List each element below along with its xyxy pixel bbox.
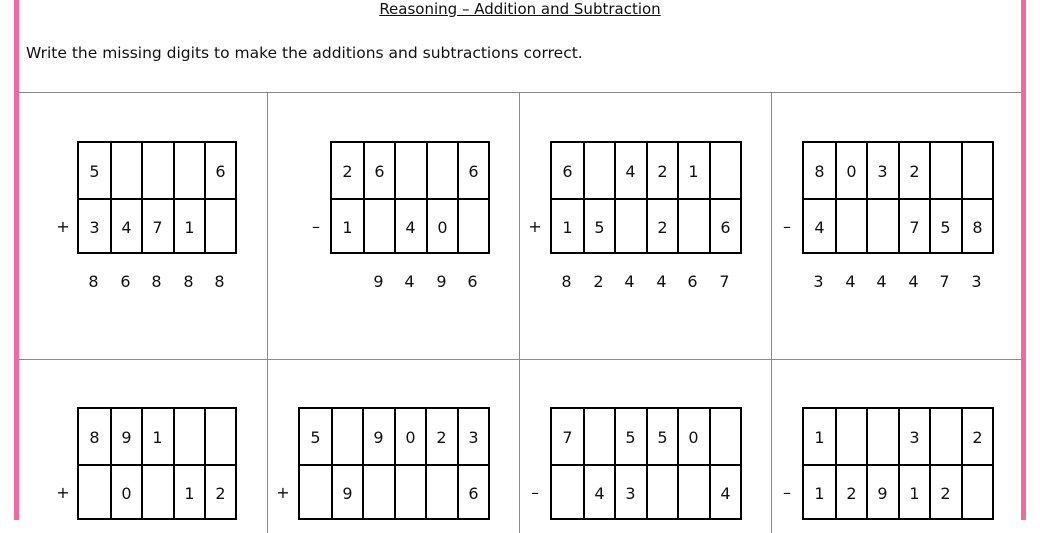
top-digit-cell: 1 bbox=[152, 427, 163, 447]
top-digit-cell[interactable] bbox=[962, 143, 993, 199]
bottom-digit-cell: 4 bbox=[405, 217, 416, 237]
bottom-digit-cell[interactable] bbox=[678, 199, 709, 255]
worksheet-title: Reasoning – Addition and Subtraction bbox=[379, 0, 661, 18]
top-digit-cell: 3 bbox=[909, 427, 920, 447]
bottom-digit-cell: 0 bbox=[121, 483, 132, 503]
top-digit-cell[interactable] bbox=[174, 143, 205, 199]
bottom-digit-cell: 0 bbox=[437, 217, 448, 237]
instruction-text: Write the missing digits to make the additions and subtractions correct. bbox=[26, 44, 583, 62]
top-digit-cell: 2 bbox=[342, 161, 353, 181]
bottom-digit-cell[interactable] bbox=[458, 199, 489, 255]
bottom-digit-cell: 3 bbox=[625, 483, 636, 503]
bottom-digit-cell[interactable] bbox=[426, 465, 457, 521]
grid-divider bbox=[519, 93, 520, 533]
top-digit-cell: 7 bbox=[562, 427, 573, 447]
top-digit-cell: 9 bbox=[373, 427, 384, 447]
answer-digit: 2 bbox=[593, 272, 604, 291]
top-digit-cell[interactable] bbox=[205, 409, 236, 465]
top-digit-cell: 0 bbox=[846, 161, 857, 181]
bottom-digit-cell: 1 bbox=[814, 483, 825, 503]
answer-digit: 6 bbox=[120, 272, 131, 291]
top-digit-cell[interactable] bbox=[395, 143, 426, 199]
operator-sign: – bbox=[531, 483, 539, 502]
top-digit-cell[interactable] bbox=[710, 143, 741, 199]
top-digit-cell: 3 bbox=[877, 161, 888, 181]
operator-sign: – bbox=[783, 483, 791, 502]
bottom-digit-cell: 8 bbox=[972, 217, 983, 237]
bottom-digit-cell: 5 bbox=[940, 217, 951, 237]
top-digit-cell[interactable] bbox=[836, 409, 867, 465]
operator-sign: + bbox=[56, 483, 70, 502]
bottom-digit-cell: 6 bbox=[720, 217, 731, 237]
answer-digit: 4 bbox=[908, 272, 919, 291]
answer-digit: 4 bbox=[656, 272, 667, 291]
bottom-digit-cell: 7 bbox=[909, 217, 920, 237]
bottom-digit-cell[interactable] bbox=[647, 465, 678, 521]
bottom-digit-cell: 1 bbox=[562, 217, 573, 237]
top-digit-cell[interactable] bbox=[584, 409, 615, 465]
operator-sign: – bbox=[783, 217, 791, 236]
answer-digit: 9 bbox=[373, 272, 384, 291]
top-digit-cell[interactable] bbox=[174, 409, 205, 465]
bottom-digit-cell: 1 bbox=[184, 217, 195, 237]
answer-digit: 4 bbox=[624, 272, 635, 291]
top-digit-cell: 2 bbox=[657, 161, 668, 181]
bottom-digit-cell: 4 bbox=[814, 217, 825, 237]
bottom-digit-cell: 5 bbox=[594, 217, 605, 237]
digit-box-2 bbox=[330, 141, 490, 254]
top-digit-cell: 6 bbox=[562, 161, 573, 181]
bottom-digit-cell[interactable] bbox=[395, 465, 426, 521]
bottom-digit-cell[interactable] bbox=[552, 465, 583, 521]
top-digit-cell: 8 bbox=[89, 427, 100, 447]
answer-digit: 3 bbox=[813, 272, 824, 291]
top-digit-cell: 5 bbox=[89, 161, 100, 181]
bottom-digit-cell: 1 bbox=[909, 483, 920, 503]
top-digit-cell: 4 bbox=[625, 161, 636, 181]
top-digit-cell: 1 bbox=[688, 161, 699, 181]
digit-box-6 bbox=[298, 407, 490, 520]
bottom-digit-cell: 7 bbox=[152, 217, 163, 237]
answer-digit: 8 bbox=[88, 272, 99, 291]
top-digit-cell: 1 bbox=[814, 427, 825, 447]
answer-digit: 8 bbox=[214, 272, 225, 291]
grid-divider bbox=[19, 359, 1021, 360]
answer-digit: 8 bbox=[151, 272, 162, 291]
top-digit-cell: 6 bbox=[468, 161, 479, 181]
digit-box-7 bbox=[550, 407, 742, 520]
answer-digit: 4 bbox=[845, 272, 856, 291]
bottom-digit-cell: 1 bbox=[184, 483, 195, 503]
top-digit-cell[interactable] bbox=[427, 143, 458, 199]
grid-divider bbox=[267, 93, 268, 533]
bottom-digit-cell[interactable] bbox=[962, 465, 993, 521]
top-digit-cell: 2 bbox=[972, 427, 983, 447]
top-digit-cell[interactable] bbox=[867, 409, 898, 465]
bottom-digit-cell[interactable] bbox=[205, 199, 236, 255]
top-digit-cell[interactable] bbox=[930, 409, 961, 465]
top-digit-cell[interactable] bbox=[930, 143, 961, 199]
top-digit-cell[interactable] bbox=[142, 143, 173, 199]
top-digit-cell[interactable] bbox=[710, 409, 741, 465]
bottom-digit-cell: 3 bbox=[89, 217, 100, 237]
bottom-digit-cell: 4 bbox=[720, 483, 731, 503]
bottom-digit-cell: 4 bbox=[121, 217, 132, 237]
grid-divider bbox=[771, 93, 772, 533]
answer-digit: 6 bbox=[687, 272, 698, 291]
bottom-digit-cell: 2 bbox=[215, 483, 226, 503]
bottom-digit-cell[interactable] bbox=[142, 465, 173, 521]
answer-digit: 4 bbox=[404, 272, 415, 291]
digit-box-8 bbox=[802, 407, 994, 520]
bottom-digit-cell[interactable] bbox=[79, 465, 110, 521]
top-digit-cell: 9 bbox=[121, 427, 132, 447]
digit-box-3 bbox=[550, 141, 742, 254]
operator-sign: – bbox=[312, 217, 320, 236]
bottom-digit-cell: 2 bbox=[846, 483, 857, 503]
answer-digit: 4 bbox=[876, 272, 887, 291]
bottom-digit-cell[interactable] bbox=[615, 199, 646, 255]
answer-digit: 3 bbox=[971, 272, 982, 291]
bottom-digit-cell[interactable] bbox=[300, 465, 331, 521]
top-digit-cell[interactable] bbox=[584, 143, 615, 199]
answer-digit: 7 bbox=[719, 272, 730, 291]
top-digit-cell: 6 bbox=[215, 161, 226, 181]
top-digit-cell: 5 bbox=[657, 427, 668, 447]
bottom-digit-cell[interactable] bbox=[364, 199, 395, 255]
top-digit-cell: 6 bbox=[374, 161, 385, 181]
digit-box-5 bbox=[77, 407, 237, 520]
top-digit-cell: 2 bbox=[909, 161, 920, 181]
top-digit-cell[interactable] bbox=[111, 143, 142, 199]
answer-digit: 7 bbox=[939, 272, 950, 291]
answer-digit: 9 bbox=[436, 272, 447, 291]
top-digit-cell: 2 bbox=[436, 427, 447, 447]
top-digit-cell: 5 bbox=[310, 427, 321, 447]
answer-digit: 8 bbox=[183, 272, 194, 291]
bottom-digit-cell[interactable] bbox=[678, 465, 709, 521]
top-digit-cell: 0 bbox=[405, 427, 416, 447]
top-digit-cell[interactable] bbox=[332, 409, 363, 465]
bottom-digit-cell: 6 bbox=[468, 483, 479, 503]
top-digit-cell: 5 bbox=[625, 427, 636, 447]
top-digit-cell: 3 bbox=[468, 427, 479, 447]
bottom-digit-cell: 2 bbox=[657, 217, 668, 237]
bottom-digit-cell[interactable] bbox=[363, 465, 394, 521]
bottom-digit-cell[interactable] bbox=[867, 199, 898, 255]
right-pink-border bbox=[1021, 0, 1026, 520]
digit-box-1 bbox=[77, 141, 237, 254]
answer-digit: 8 bbox=[561, 272, 572, 291]
bottom-digit-cell: 9 bbox=[342, 483, 353, 503]
operator-sign: + bbox=[528, 217, 542, 236]
bottom-digit-cell: 1 bbox=[342, 217, 353, 237]
operator-sign: + bbox=[276, 483, 290, 502]
operator-sign: + bbox=[56, 217, 70, 236]
answer-digit: 6 bbox=[467, 272, 478, 291]
top-digit-cell: 8 bbox=[814, 161, 825, 181]
bottom-digit-cell[interactable] bbox=[836, 199, 867, 255]
bottom-digit-cell: 2 bbox=[940, 483, 951, 503]
bottom-digit-cell: 9 bbox=[877, 483, 888, 503]
top-digit-cell: 0 bbox=[688, 427, 699, 447]
bottom-digit-cell: 4 bbox=[594, 483, 605, 503]
digit-box-4 bbox=[802, 141, 994, 254]
